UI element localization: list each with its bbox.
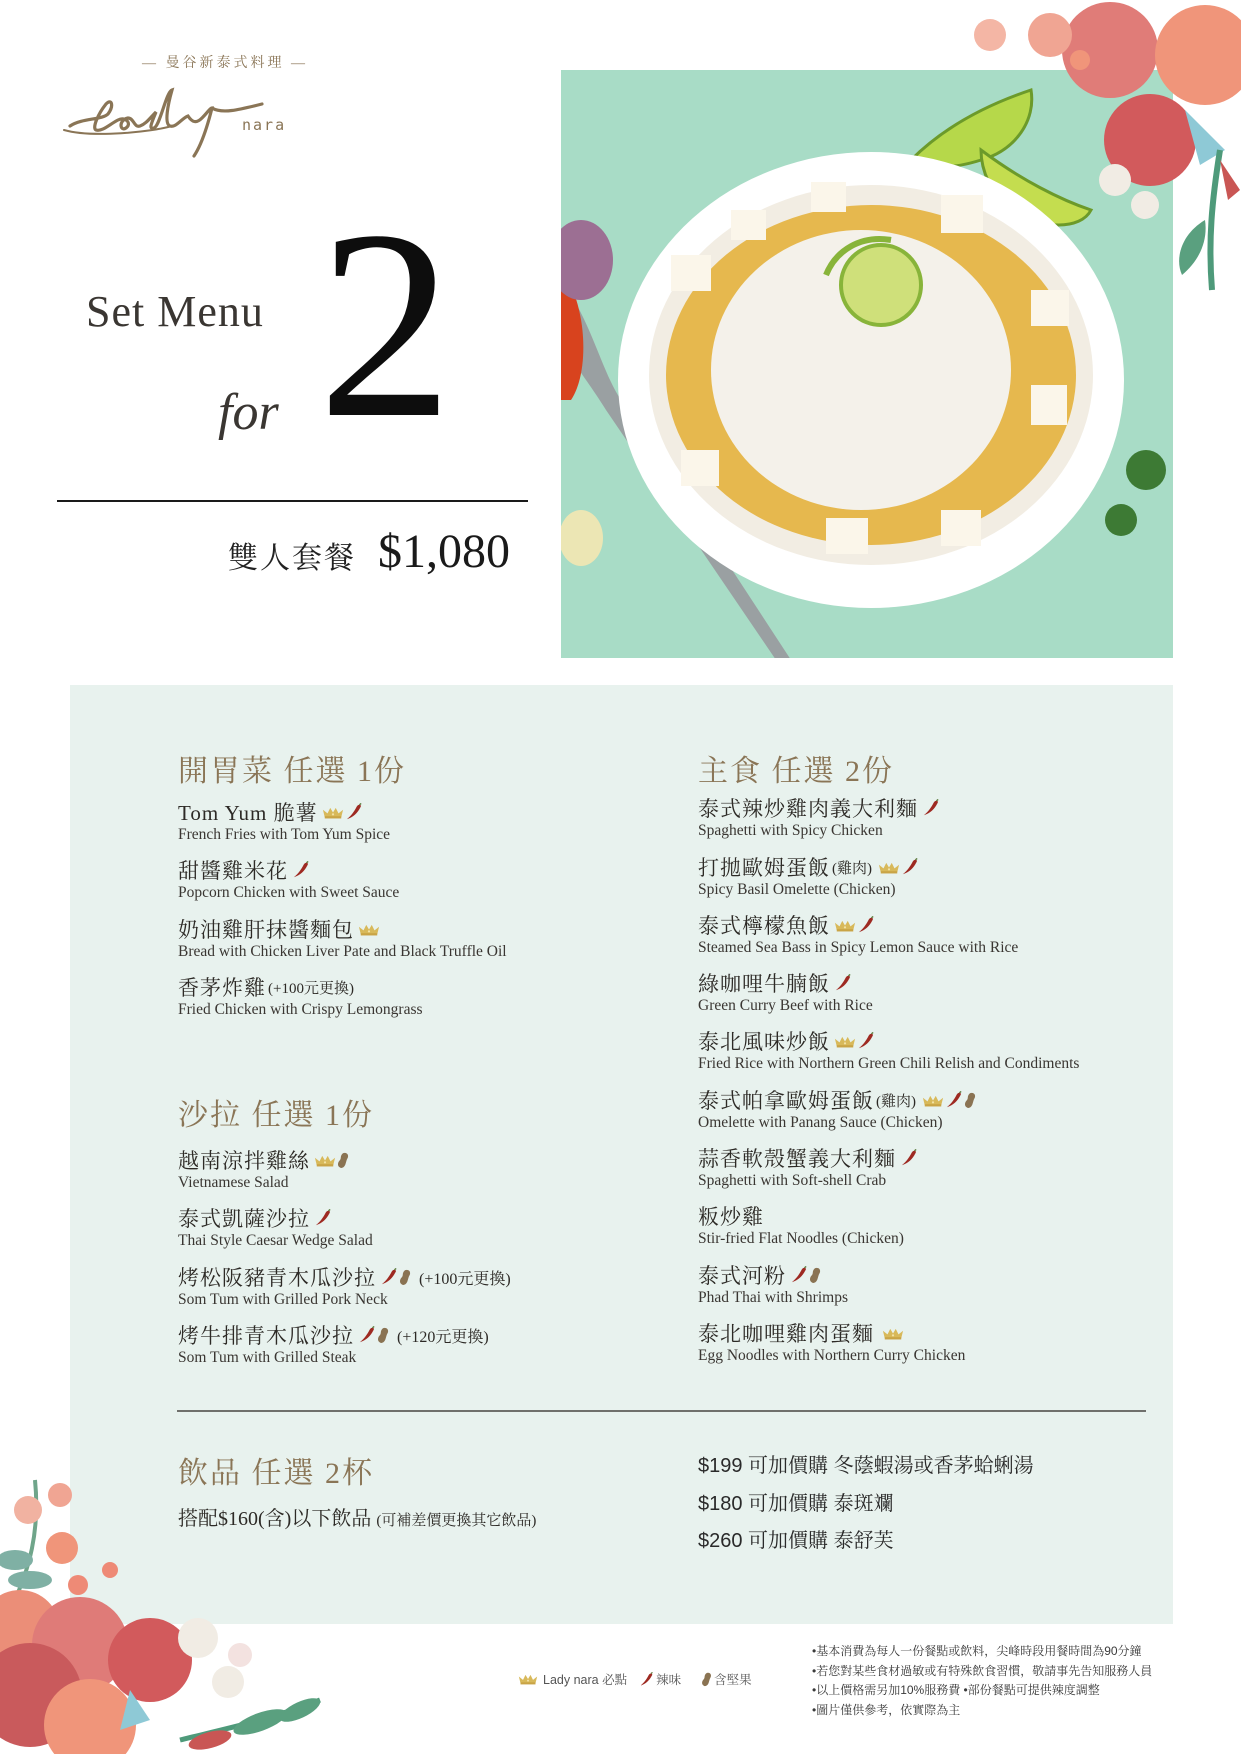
menu-item xyxy=(698,1320,965,1365)
menu-item xyxy=(178,916,507,961)
item-surcharge-note: (+100元更換) xyxy=(419,1270,511,1288)
menu-item xyxy=(698,854,919,899)
section-title-drinks: 飲品 任選 2杯 xyxy=(178,1457,374,1490)
item-name-zh: 打拋歐姆蛋飯 xyxy=(698,856,830,880)
menu-item xyxy=(178,1147,349,1192)
menu-item xyxy=(698,1262,848,1307)
item-name-en: Som Tum with Grilled Steak xyxy=(178,1349,357,1366)
icon-legend xyxy=(518,1670,752,1688)
nut-icon xyxy=(377,1327,389,1344)
menu-item xyxy=(698,795,940,840)
chili-icon xyxy=(857,1032,875,1050)
menu-item xyxy=(178,857,399,902)
menu-item xyxy=(178,1264,511,1309)
menu-item xyxy=(178,1322,489,1367)
addon-item: $260 可加價購 泰舒芙 xyxy=(698,1530,894,1552)
item-name-zh: 越南涼拌雞絲 xyxy=(178,1149,310,1173)
item-surcharge-note: (+120元更換) xyxy=(397,1328,489,1346)
item-name-zh: 甜醬雞米花 xyxy=(178,859,288,883)
menu-item xyxy=(178,1205,373,1250)
chili-icon xyxy=(857,916,875,934)
item-protein-note: (雞肉) xyxy=(832,860,872,877)
set-price: $1,080 xyxy=(378,525,510,578)
chili-icon xyxy=(834,974,852,992)
nut-icon xyxy=(337,1152,349,1169)
menu-item xyxy=(698,970,873,1015)
set-menu-heading: Set Menu xyxy=(86,287,264,336)
legend-chili-label: 辣味 xyxy=(656,1673,682,1687)
section-title-appetizers: 開胃菜 任選 1份 xyxy=(178,755,406,788)
item-name-zh: 綠咖哩牛腩飯 xyxy=(698,972,830,996)
footnote: •若您對某些食材過敏或有特殊飲食習慣，敬請事先告知服務人員 xyxy=(812,1663,1153,1678)
chili-icon xyxy=(639,1672,654,1687)
nut-icon xyxy=(964,1092,976,1109)
menu-item xyxy=(698,1145,918,1190)
brand-sub-name: nara xyxy=(242,116,287,134)
item-name-zh: 泰式河粉 xyxy=(698,1264,786,1288)
chili-icon xyxy=(292,861,310,879)
menu-item xyxy=(698,1203,904,1248)
item-name-zh: Tom Yum 脆薯 xyxy=(178,801,318,825)
item-name-en: Thai Style Caesar Wedge Salad xyxy=(178,1232,373,1249)
set-price-label: 雙人套餐 xyxy=(228,542,356,575)
item-name-en: French Fries with Tom Yum Spice xyxy=(178,826,391,843)
chili-icon xyxy=(314,1209,332,1227)
nut-icon xyxy=(809,1267,821,1284)
title-divider xyxy=(57,500,528,502)
party-size-number: 2 xyxy=(318,175,453,474)
floral-decoration-bottom-left xyxy=(0,1460,330,1754)
menu-item xyxy=(698,912,1018,957)
item-name-zh: 泰式辣炒雞肉義大利麵 xyxy=(698,797,918,821)
item-name-en: Spaghetti with Spicy Chicken xyxy=(698,822,883,839)
crown-icon xyxy=(878,861,900,874)
chili-icon xyxy=(901,858,919,876)
item-name-en: Stir-fried Flat Noodles (Chicken) xyxy=(698,1230,904,1247)
nut-icon xyxy=(701,1672,712,1687)
crown-icon xyxy=(322,806,344,819)
footnote: •基本消費為每人一份餐點或飲料，尖峰時段用餐時間為90分鐘 xyxy=(812,1644,1142,1658)
item-name-en: Spicy Basil Omelette (Chicken) xyxy=(698,881,896,898)
for-word: for xyxy=(218,384,279,441)
section-title-mains: 主食 任選 2份 xyxy=(698,755,894,788)
chili-icon xyxy=(790,1266,808,1284)
menu-item xyxy=(178,974,423,1019)
item-name-en: Green Curry Beef with Rice xyxy=(698,997,873,1014)
item-name-en: Steamed Sea Bass in Spicy Lemon Sauce with Rice xyxy=(698,939,1019,956)
brand-logo xyxy=(62,48,308,158)
panel-divider xyxy=(177,1410,1146,1412)
footnote: •圖片僅供參考，依實際為主 xyxy=(812,1702,961,1717)
chili-icon xyxy=(922,799,940,817)
drink-note-main: 搭配$160(含)以下飲品 xyxy=(178,1508,377,1530)
menu-item xyxy=(698,1087,976,1132)
item-name-en: Egg Noodles with Northern Curry Chicken xyxy=(698,1347,966,1364)
legend-nut-label: 含堅果 xyxy=(714,1673,752,1687)
chili-icon xyxy=(380,1268,398,1286)
menu-item xyxy=(698,1028,1079,1073)
crown-icon xyxy=(518,1673,538,1685)
item-protein-note: (雞肉) xyxy=(876,1093,916,1110)
item-surcharge-note: (+100元更換) xyxy=(268,980,354,997)
lady-script-logo xyxy=(62,68,282,158)
addon-item: $199 可加價購 冬蔭蝦湯或香茅蛤蜊湯 xyxy=(698,1455,1034,1477)
footnotes xyxy=(812,1642,1152,1720)
footnote: •以上價格需另加10%服務費 •部份餐點可提供辣度調整 xyxy=(812,1683,1100,1697)
chili-icon xyxy=(358,1326,376,1344)
item-name-en: Omelette with Panang Sauce (Chicken) xyxy=(698,1114,943,1131)
section-title-salads: 沙拉 任選 1份 xyxy=(178,1099,374,1132)
item-name-en: Spaghetti with Soft-shell Crab xyxy=(698,1172,887,1189)
item-name-zh: 泰式凱薩沙拉 xyxy=(178,1207,310,1231)
item-name-zh: 烤松阪豬青木瓜沙拉 xyxy=(178,1266,376,1290)
item-name-zh: 烤牛排青木瓜沙拉 xyxy=(178,1324,354,1348)
item-name-en: Som Tum with Grilled Pork Neck xyxy=(178,1291,388,1308)
menu-item xyxy=(178,799,390,844)
nut-icon xyxy=(399,1269,411,1286)
item-name-zh: 泰式帕拿歐姆蛋飯 xyxy=(698,1089,874,1113)
crown-icon xyxy=(834,919,856,932)
drink-note-small: (可補差價更換其它飲品) xyxy=(376,1513,537,1529)
floral-decoration-top-right xyxy=(950,0,1241,300)
item-name-zh: 泰北咖哩雞肉蛋麵 xyxy=(698,1322,874,1346)
item-name-en: Popcorn Chicken with Sweet Sauce xyxy=(178,884,400,901)
crown-icon xyxy=(882,1327,904,1340)
item-name-en: Vietnamese Salad xyxy=(178,1174,289,1191)
item-name-zh: 泰北風味炒飯 xyxy=(698,1030,830,1054)
chili-icon xyxy=(945,1091,963,1109)
crown-icon xyxy=(834,1035,856,1048)
item-name-zh: 香茅炸雞 xyxy=(178,976,266,1000)
brand-tagline: — 曼谷新泰式料理 — xyxy=(142,56,308,71)
item-name-en: Fried Chicken with Crispy Lemongrass xyxy=(178,1001,423,1018)
addon-item: $180 可加價購 泰斑斕 xyxy=(698,1493,894,1515)
chili-icon xyxy=(345,803,363,821)
legend-crown-label: Lady nara 必點 xyxy=(543,1673,628,1687)
item-name-zh: 泰式檸檬魚飯 xyxy=(698,914,830,938)
crown-icon xyxy=(922,1094,944,1107)
item-name-en: Phad Thai with Shrimps xyxy=(698,1289,848,1306)
chili-icon xyxy=(900,1149,918,1167)
crown-icon xyxy=(314,1154,336,1167)
item-name-zh: 蒜香軟殼蟹義大利麵 xyxy=(698,1147,896,1171)
crown-icon xyxy=(358,923,380,936)
item-name-zh: 奶油雞肝抹醬麵包 xyxy=(178,918,354,942)
item-name-zh: 粄炒雞 xyxy=(698,1205,764,1229)
item-name-en: Fried Rice with Northern Green Chili Relish and Condiments xyxy=(698,1055,1080,1072)
item-name-en: Bread with Chicken Liver Pate and Black Truffle Oil xyxy=(178,943,507,960)
